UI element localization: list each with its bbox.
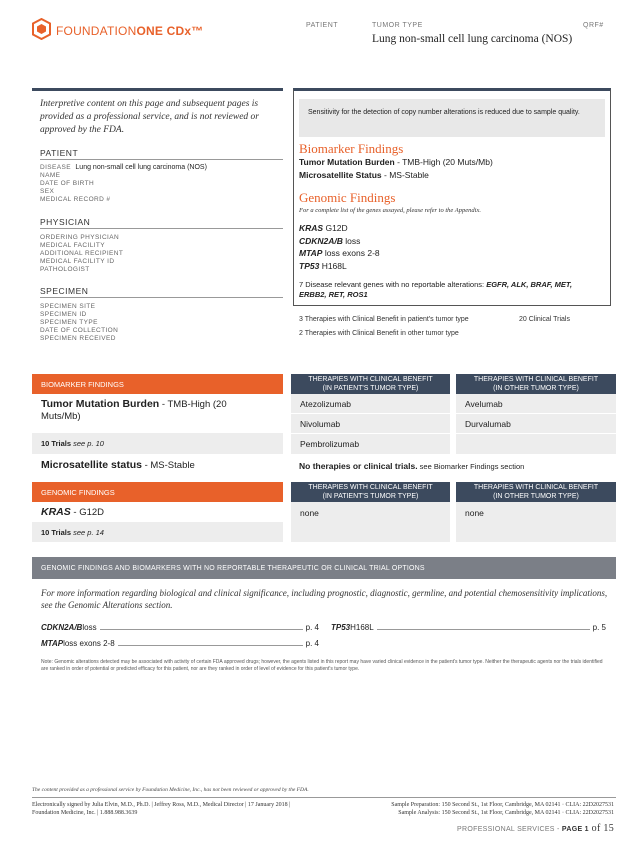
specimen-field: SPECIMEN TYPE: [40, 319, 98, 326]
physician-section-title: PHYSICIAN: [40, 217, 283, 229]
msi-no-therapies: [299, 461, 524, 471]
kras-trials-count: 10 Trials: [41, 527, 72, 537]
tmb-row-label: [32, 394, 283, 433]
brand-one: ONE: [136, 24, 164, 38]
tmb-trials-cell: [32, 433, 283, 454]
kras-trials-page: see p. 14: [73, 527, 104, 537]
noreport-item-mtap: [41, 639, 319, 648]
foundation-logo-icon: [32, 18, 51, 40]
physician-field: ORDERING PHYSICIAN: [40, 234, 120, 241]
gene-alteration: loss exons 2-8: [322, 248, 380, 258]
noreport-gene: CDKN2A/B: [41, 623, 83, 632]
footer-rule: [32, 797, 616, 798]
col-header-line: THERAPIES WITH CLINICAL BENEFIT: [473, 376, 599, 383]
gene-item: [299, 260, 380, 273]
kras-therapy-patient: none: [291, 502, 450, 542]
col-header-line: (IN PATIENT'S TUMOR TYPE): [322, 493, 419, 500]
no-reportable-bar: GENOMIC FINDINGS AND BIOMARKERS WITH NO REPORTABLE THERAPEUTIC OR CLINICAL TRIAL OPTIONS: [32, 557, 616, 579]
kras-gene: KRAS: [41, 506, 71, 518]
specimen-field: SPECIMEN SITE: [40, 303, 96, 310]
genomic-findings-subtitle: For a complete list of the genes assayed, please refer to the Appendix.: [299, 207, 481, 214]
genomic-findings-bar: GENOMIC FINDINGS: [32, 482, 283, 502]
gene-item: [299, 235, 380, 248]
specimen-section-title: SPECIMEN: [40, 286, 283, 298]
fda-disclaimer: Interpretive content on this page and subsequent pages is provided as a professional service, and is not reviewed or approved by the FDA.: [40, 99, 259, 135]
tumor-type-label: TUMOR TYPE: [372, 22, 423, 29]
specimen-fields: [40, 303, 283, 343]
therapy-cell: Avelumab: [456, 394, 616, 413]
summary-therapies-patient: 3 Therapies with Clinical Benefit in patient's tumor type: [299, 316, 469, 323]
tmb-trials-page: see p. 10: [73, 439, 104, 448]
footer-company: Foundation Medicine, Inc. | 1.888.988.3639: [32, 810, 138, 816]
col-header-line: THERAPIES WITH CLINICAL BENEFIT: [308, 484, 433, 491]
gene-name: KRAS: [299, 223, 324, 233]
kras-alteration: - G12D: [70, 507, 105, 518]
gene-list: [299, 222, 380, 272]
noreport-page: p. 5: [592, 623, 606, 632]
logo: [32, 18, 51, 40]
sample-quality-notice: Sensitivity for the detection of copy number alterations is reduced due to sample quality.: [299, 99, 605, 137]
disease-genes-line1: EGFR, ALK, BRAF, MET,: [486, 280, 573, 289]
therapy-col-patient-header-2: [291, 482, 450, 502]
disease-relevant-genes: [299, 280, 605, 300]
disease-genes-line2: ERBB2, RET, ROS1: [299, 290, 368, 299]
patient-field-disease: [40, 164, 283, 172]
noreport-alteration: H168L: [350, 623, 374, 632]
summary-tmb: [299, 157, 493, 167]
specimen-field: SPECIMEN RECEIVED: [40, 335, 116, 342]
patient-field-sex: SEX: [40, 188, 55, 195]
noreport-item-tp53: [331, 623, 606, 632]
brand-cdx: CDx™: [163, 24, 204, 38]
tmb-trials-count: 10 Trials: [41, 439, 72, 448]
biomarker-findings-title: Biomarker Findings: [299, 141, 404, 156]
leader-dots: [118, 645, 303, 646]
physician-field: ADDITIONAL RECIPIENT: [40, 250, 124, 257]
disease-genes-prefix: 7 Disease relevant genes with no reportable alterations:: [299, 280, 487, 289]
tmb-table-value-cont: Muts/Mb): [41, 411, 81, 422]
gene-name: TP53: [299, 260, 320, 271]
noreport-gene: MTAP: [41, 639, 64, 648]
kras-trials-cell: [32, 522, 283, 542]
qrf-label: QRF#: [583, 22, 604, 29]
footer-sample-prep: Sample Preparation: 150 Second St., 1st Floor, Cambridge, MA 02141 · CLIA: 22D2027531: [391, 802, 614, 808]
kras-row-label: [41, 506, 104, 518]
col-header-line: (IN PATIENT'S TUMOR TYPE): [322, 385, 419, 392]
summary-therapies-other: 2 Therapies with Clinical Benefit in other tumor type: [299, 330, 459, 337]
no-reportable-intro: For more information regarding biological and clinical significance, including prognostic, diagnostic, germline, and potential chemosensitivity implications, see the Genomic Alterations section.: [41, 588, 608, 610]
summary-clinical-trials: 20 Clinical Trials: [519, 316, 570, 323]
leader-dots: [100, 629, 303, 630]
physician-field: MEDICAL FACILITY: [40, 242, 106, 249]
msi-none-ref: see Biomarker Findings section: [417, 462, 525, 471]
col-header-line: (IN OTHER TUMOR TYPE): [493, 493, 579, 500]
leader-dots: [377, 629, 590, 630]
col-header-line: (IN OTHER TUMOR TYPE): [493, 385, 579, 392]
physician-field: PATHOLOGIST: [40, 266, 90, 273]
tumor-type-value: Lung non-small cell lung carcinoma (NOS): [372, 33, 573, 45]
no-reportable-note: Note: Genomic alterations detected may be associated with activity of certain FDA approved drugs; however, the agents listed in this report may have varied clinical evidence in the patient's tumor type. Neither the therapeutic agents nor the trials identified are ranked in order of potential or predicted efficacy for this patient, nor are they ranked in order of level of evidence for this patient's tumor type.: [41, 659, 603, 672]
specimen-field: DATE OF COLLECTION: [40, 327, 119, 334]
noreport-page: p. 4: [305, 639, 319, 648]
tmb-label: Tumor Mutation Burden: [299, 157, 395, 167]
field-value: Lung non-small cell lung carcinoma (NOS): [75, 164, 207, 171]
gene-alteration: loss: [342, 235, 361, 246]
therapy-col-other-header: [456, 374, 616, 394]
col-header-line: THERAPIES WITH CLINICAL BENEFIT: [308, 376, 433, 383]
left-top-rule: [32, 88, 283, 91]
patient-field-dob: DATE OF BIRTH: [40, 180, 95, 187]
patient-header-label: PATIENT: [306, 22, 339, 29]
patient-field-name: NAME: [40, 172, 61, 179]
patient-fields: [40, 164, 283, 204]
therapy-col-other-header-2: [456, 482, 616, 502]
brand-foundation: FOUNDATION: [56, 24, 137, 38]
msi-table-label: Microsatellite status: [41, 459, 142, 471]
professional-services-label: PROFESSIONAL SERVICES -: [457, 826, 562, 833]
therapy-cell-empty: [456, 434, 616, 454]
gene-item: [299, 247, 380, 260]
noreport-alteration: loss exons 2-8: [63, 639, 115, 648]
tmb-table-value: - TMB-High (20: [159, 399, 227, 410]
therapy-cell: Pembrolizumab: [291, 434, 450, 454]
patient-field-mrn: MEDICAL RECORD #: [40, 196, 111, 203]
kras-therapy-other: none: [456, 502, 616, 542]
patient-section-title: PATIENT: [40, 148, 283, 160]
gene-name: MTAP: [299, 248, 323, 258]
summary-msi: [299, 170, 429, 180]
therapy-cell: Nivolumab: [291, 414, 450, 433]
col-header-line: THERAPIES WITH CLINICAL BENEFIT: [473, 484, 599, 491]
noreport-alteration: loss: [82, 623, 97, 632]
footer-left: [32, 801, 290, 817]
specimen-field: SPECIMEN ID: [40, 311, 87, 318]
msi-value: - MS-Stable: [381, 170, 429, 180]
footer-right: [330, 801, 614, 817]
msi-none-text: No therapies or clinical trials.: [299, 461, 418, 471]
page-total: of 15: [588, 823, 614, 834]
noreport-gene: TP53: [331, 623, 351, 632]
physician-fields: [40, 234, 283, 274]
gene-alteration: G12D: [323, 223, 348, 233]
brand-name: [56, 24, 203, 38]
genomic-findings-title: Genomic Findings: [299, 190, 396, 205]
tmb-table-label: Tumor Mutation Burden: [41, 398, 160, 410]
page-indicator: [380, 823, 614, 834]
footer-sample-analysis: Sample Analysis: 150 Second St., 1st Floor, Cambridge, MA 02141 · CLIA: 22D2027531: [398, 810, 614, 816]
therapy-cell: Atezolizumab: [291, 394, 450, 413]
msi-row-label: [41, 459, 195, 471]
biomarker-findings-bar: BIOMARKER FINDINGS: [32, 374, 283, 394]
page-number: PAGE 1: [561, 826, 589, 833]
noreport-item-cdkn2a: [41, 623, 319, 632]
therapy-col-patient-header: [291, 374, 450, 394]
therapy-cell: Durvalumab: [456, 414, 616, 433]
noreport-page: p. 4: [305, 623, 319, 632]
footer-signature: Electronically signed by Julia Elvin, M.D., Ph.D. | Jeffrey Ross, M.D., Medical Director | 17 January 2018 |: [32, 802, 291, 808]
gene-name: CDKN2A/B: [299, 235, 343, 246]
msi-table-value: - MS-Stable: [141, 460, 195, 471]
tmb-value: - TMB-High (20 Muts/Mb): [394, 157, 493, 167]
gene-item: [299, 222, 380, 235]
physician-field: MEDICAL FACILITY ID: [40, 258, 115, 265]
msi-label: Microsatellite Status: [299, 170, 382, 180]
footer-disclaimer: The content provided as a professional service by Foundation Medicine, Inc., has not been reviewed or approved by the FDA.: [32, 787, 309, 793]
field-label: DISEASE: [40, 164, 71, 171]
gene-alteration: H168L: [319, 260, 347, 271]
